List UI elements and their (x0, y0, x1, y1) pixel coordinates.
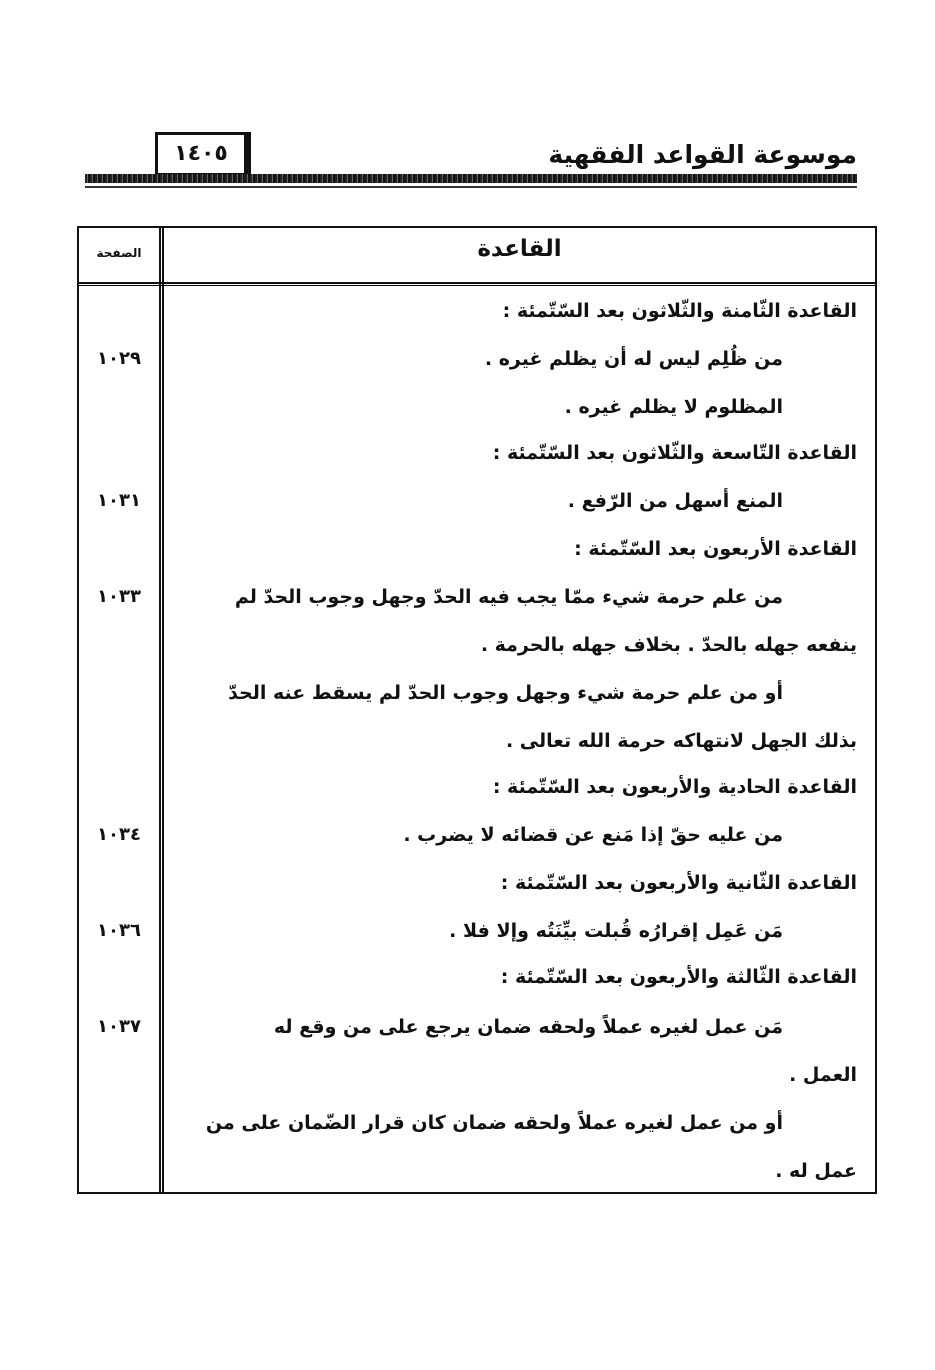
rule-heading: القاعدة التّاسعة والثّلاثون بعد السّتّمئة : (492, 442, 857, 464)
page-ref: ١٠٣٣ (97, 586, 141, 607)
column-header-rule: القاعدة (477, 236, 562, 262)
column-header-page: الصفحة (96, 246, 142, 260)
rule-text: مَن عمل لغيره عملاً ولحقه ضمان يرجع على من وقع له (273, 1016, 783, 1038)
rule-text: مَن عَمِل إقرارُه قُبلت بيِّنَتُه وإلا فلا . (449, 920, 783, 942)
rule-text: عمل له . (775, 1160, 857, 1182)
rule-text: العمل . (789, 1064, 857, 1086)
rule-heading: القاعدة الحادية والأربعون بعد السّتّمئة : (492, 776, 857, 798)
page-ref: ١٠٣١ (97, 490, 141, 511)
header-rule-thin (85, 186, 857, 188)
header-rule (85, 174, 857, 183)
column-divider (159, 228, 164, 1192)
rule-heading: القاعدة الأربعون بعد السّتّمئة : (574, 538, 857, 560)
rule-text: ينفعه جهله بالحدّ . بخلاف جهله بالحرمة . (480, 634, 857, 656)
rule-text: من عليه حقّ إذا مَنع عن قضائه لا يضرب . (403, 824, 783, 846)
page-ref: ١٠٢٩ (97, 348, 141, 369)
rule-heading: القاعدة الثّامنة والثّلاثون بعد السّتّمئة : (502, 300, 857, 322)
rule-text: المظلوم لا يظلم غيره . (564, 396, 783, 418)
page-ref: ١٠٣٤ (97, 824, 141, 845)
rule-text: من ظُلِم ليس له أن يظلم غيره . (484, 348, 783, 370)
rule-text: من علم حرمة شيء ممّا يجب فيه الحدّ وجهل وجوب الحدّ لم (234, 586, 783, 608)
page-number-box (155, 132, 251, 176)
rules-table (77, 226, 877, 1194)
page-header (85, 128, 857, 190)
rule-heading: القاعدة الثّالثة والأربعون بعد السّتّمئة : (500, 966, 857, 988)
page-ref: ١٠٣٦ (97, 920, 141, 941)
header-divider (79, 282, 875, 286)
page-number: ١٤٠٥ (174, 141, 228, 166)
book-title: موسوعة القواعد الفقهية (548, 140, 857, 169)
rule-text: أو من عمل لغيره عملاً ولحقه ضمان كان قرار الضّمان على من (205, 1112, 783, 1134)
rule-text: بذلك الجهل لانتهاكه حرمة الله تعالى . (505, 730, 857, 752)
rule-text: المنع أسهل من الرّفع . (567, 490, 783, 512)
rule-text: أو من علم حرمة شيء وجهل وجوب الحدّ لم يسقط عنه الحدّ (228, 682, 783, 704)
page-ref: ١٠٣٧ (97, 1016, 141, 1037)
rule-heading: القاعدة الثّانية والأربعون بعد السّتّمئة : (500, 872, 857, 894)
